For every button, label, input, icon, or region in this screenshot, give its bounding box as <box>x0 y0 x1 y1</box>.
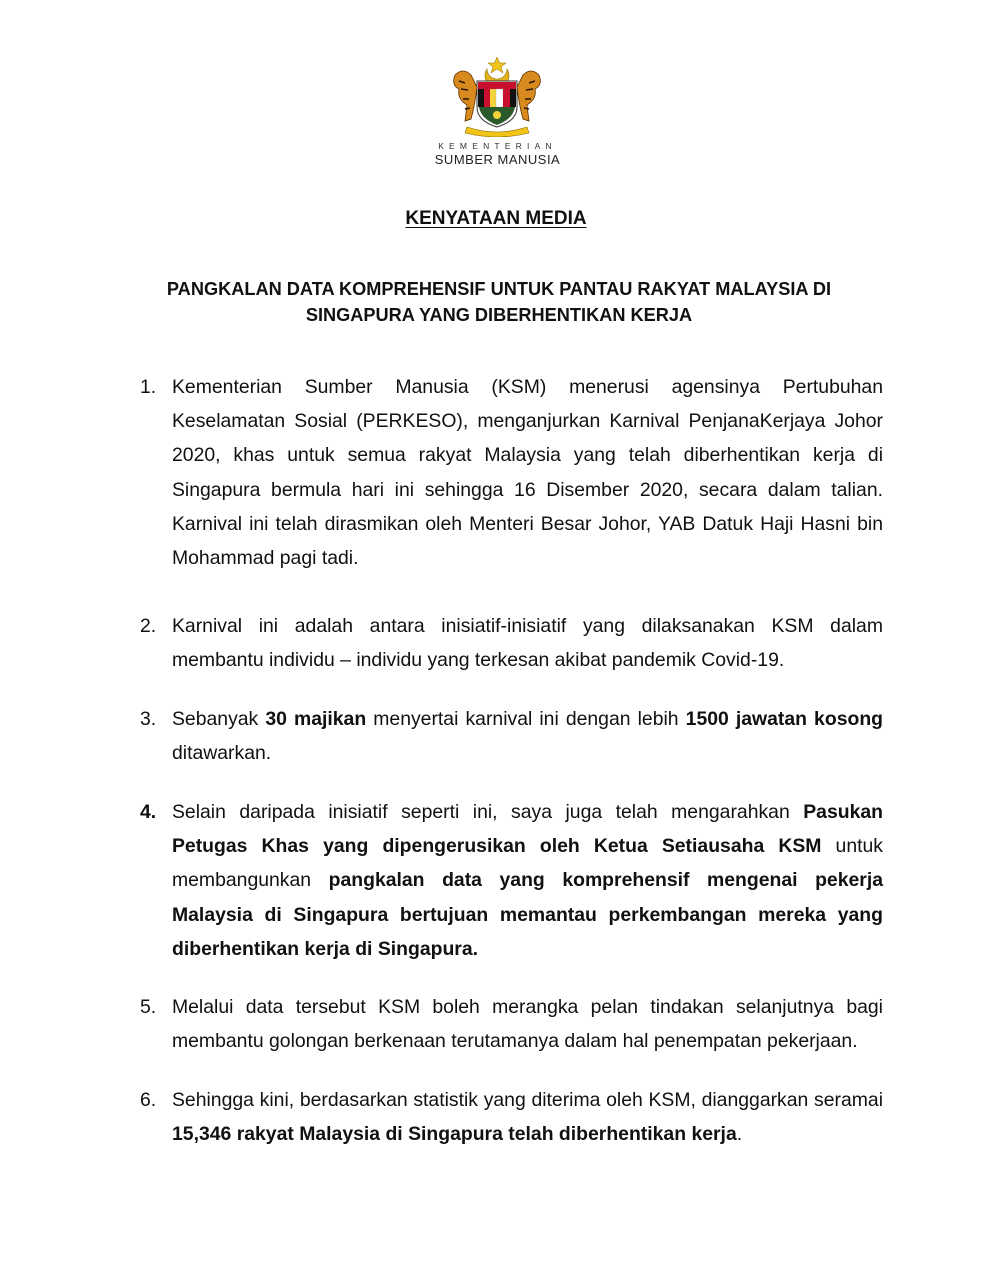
item-text-bold: Pasukan Petugas Khas yang dipengerusikan oleh Ketua Setiausaha KSM <box>172 801 883 858</box>
item-text-bold: 30 majikan <box>265 708 367 730</box>
document-title <box>100 276 898 328</box>
item-number: 2. <box>140 615 157 637</box>
item-text: Melalui data tersebut KSM boleh merangka pelan tindakan selanjutnya bagi membantu golongan berkenaan terutamanya dalam hal penempatan pekerjaan. <box>172 996 883 1053</box>
item-text-bold: pangkalan data yang komprehensif mengenai pekerja Malaysia di Singapura bertujuan memantau perkembangan mereka yang diberhentikan kerja di Singapura. <box>172 869 884 960</box>
document-heading: KENYATAAN MEDIA <box>405 208 587 229</box>
item-text-part: Selain daripada inisiatif seperti ini, saya juga telah mengarahkan <box>172 801 804 823</box>
item-text-part: . <box>736 1123 743 1146</box>
coat-of-arms-icon <box>441 55 553 137</box>
list-item-2 <box>140 609 883 677</box>
list-item-6 <box>140 1083 883 1151</box>
item-number: 6. <box>140 1089 157 1111</box>
list-item-5 <box>140 990 883 1058</box>
list-item-4 <box>140 795 884 966</box>
item-text-part: Sebanyak <box>172 708 266 730</box>
ministry-logo <box>415 55 580 173</box>
logo-text-kementerian: KEMENTERIAN <box>438 141 557 151</box>
item-text-part: ditawarkan. <box>172 742 272 765</box>
item-number: 4. <box>140 801 157 823</box>
title-line-2: SINGAPURA YANG DIBERHENTIKAN KERJA <box>305 305 693 325</box>
logo-text-sumber-manusia: SUMBER MANUSIA <box>434 152 561 167</box>
item-text-part: untuk membangunkan <box>172 835 883 892</box>
item-text-bold: 1500 jawatan kosong <box>685 708 884 730</box>
list-item-3 <box>140 702 884 770</box>
item-text-part: menyertai karnival ini dengan lebih <box>366 708 686 730</box>
item-number: 3. <box>140 708 157 730</box>
title-line-1: PANGKALAN DATA KOMPREHENSIF UNTUK PANTAU RAKYAT MALAYSIA DI <box>166 279 832 299</box>
item-text: Kementerian Sumber Manusia (KSM) menerusi agensinya Pertubuhan Keselamatan Sosial (PERKESO), menganjurkan Karnival PenjanaKerjaya Johor 2020, khas untuk semua rakyat Malaysia yang telah diberhentikan kerja di Singapura bermula hari ini sehingga 16 Disember 2020, secara dalam talian. Karnival ini telah dirasmikan oleh Menteri Besar Johor, YAB Datuk Haji Hasni bin Mohammad pagi tadi. <box>172 376 883 570</box>
list-item-1 <box>140 370 883 575</box>
item-text-part: Sehingga kini, berdasarkan statistik yang diterima oleh KSM, dianggarkan seramai <box>172 1089 883 1111</box>
item-text-bold: 15,346 rakyat Malaysia di Singapura telah diberhentikan kerja <box>172 1123 737 1146</box>
item-text: Karnival ini adalah antara inisiatif-inisiatif yang dilaksanakan KSM dalam membantu individu – individu yang terkesan akibat pandemik Covid-19. <box>172 615 883 672</box>
item-number: 5. <box>140 996 157 1018</box>
item-number: 1. <box>140 376 157 398</box>
